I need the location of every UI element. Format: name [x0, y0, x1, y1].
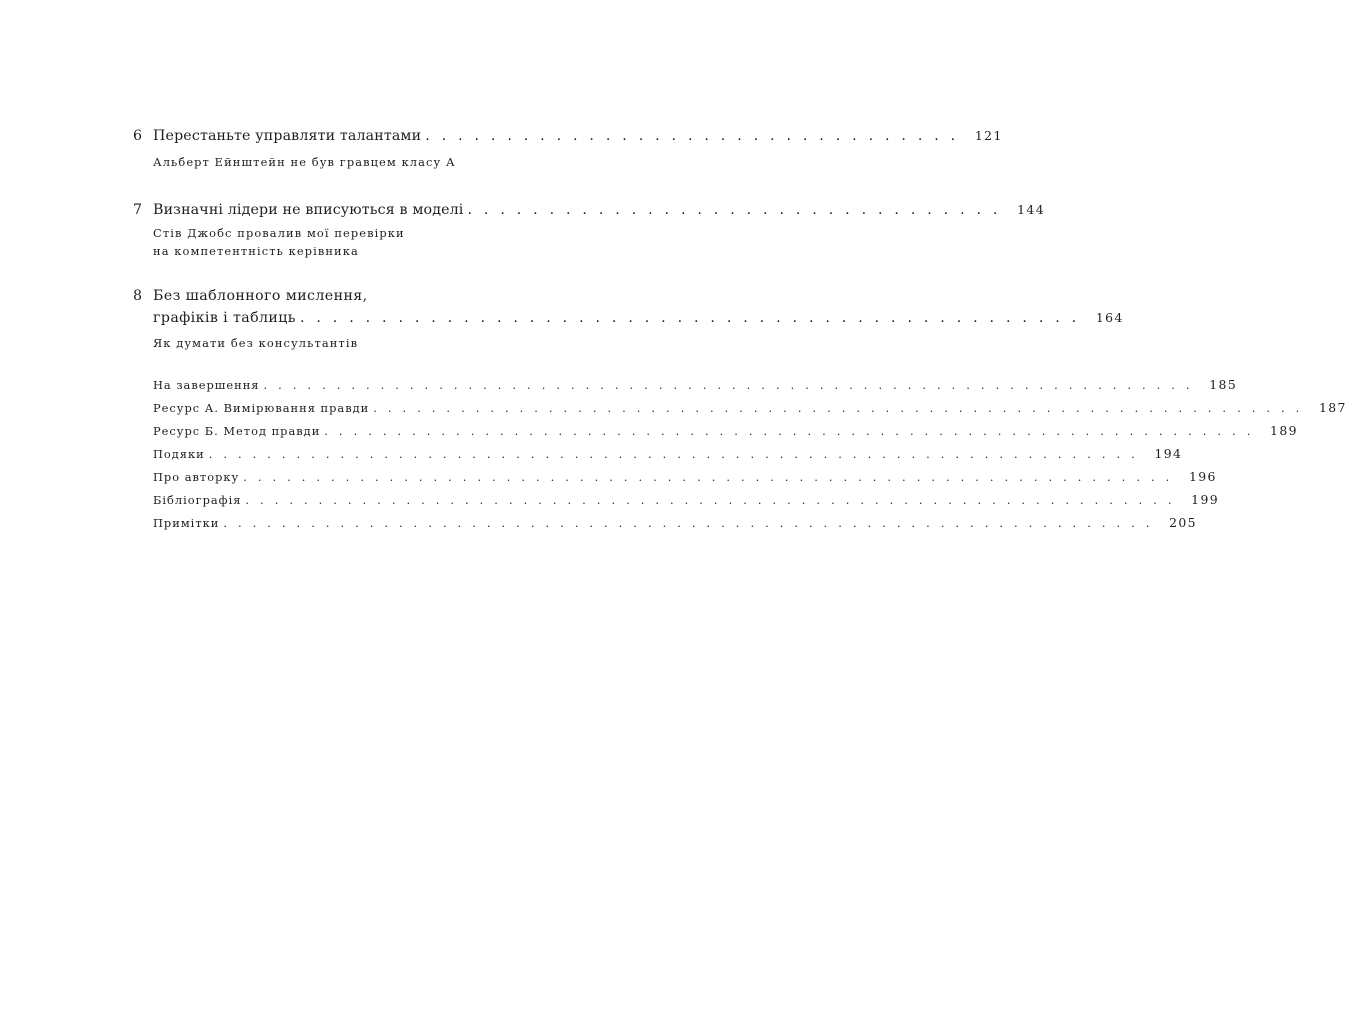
chapter-subtitle: Як думати без консультантів: [153, 336, 359, 350]
chapter-number: 6: [133, 128, 143, 144]
chapter-title: Визначні лідери не вписуються в моделі: [153, 202, 464, 218]
page-number: 189: [1270, 423, 1298, 438]
dot-leader: . . . . . . . . . . . . . . . . . . . . . . . . . . . . . . . . .: [425, 128, 959, 144]
entry-label: Бібліографія: [153, 493, 242, 507]
chapter-title-line: [133, 199, 1045, 221]
page-number: 187: [1318, 400, 1347, 415]
toc-chapter-7[interactable]: [133, 199, 1045, 260]
entry-label: Ресурс А. Вимірювання правди: [153, 401, 370, 415]
toc-entry-about-author[interactable]: [153, 465, 1217, 488]
chapter-title-line-2: [133, 307, 1124, 329]
chapter-title-row: [153, 199, 1045, 221]
toc-entry-conclusion[interactable]: [153, 373, 1238, 396]
dot-leader: . . . . . . . . . . . . . . . . . . . . . . . . . . . . . . . . . . . . . . . . . . . . . . . . . . . . . . . . . . . . . . . .: [208, 447, 1139, 461]
dot-leader: . . . . . . . . . . . . . . . . . . . . . . . . . . . . . . . . . . . . . . . . . . . . . . . .: [299, 310, 1080, 326]
page-number: 199: [1191, 492, 1220, 507]
chapter-title: Перестаньте управляти талантами: [153, 128, 422, 144]
chapter-number: 7: [133, 202, 143, 218]
dot-leader: . . . . . . . . . . . . . . . . . . . . . . . . . . . . . . . . . . . . . . . . . . . . . . . . . . . . . . . . . . . . . . . .: [263, 378, 1194, 392]
entry-label: Про авторку: [153, 470, 240, 484]
dot-leader: . . . . . . . . . . . . . . . . . . . . . . . . . . . . . . . . . . . . . . . . . . . . . . . . . . . . . . . . . . . . . . . .: [324, 424, 1255, 438]
toc-chapter-8[interactable]: [133, 285, 1124, 352]
entry-label: Примітки: [153, 516, 220, 530]
chapter-title-row: [153, 307, 1124, 329]
entry-label: Подяки: [153, 447, 205, 461]
toc-backmatter-list: [153, 373, 1347, 534]
dot-leader: . . . . . . . . . . . . . . . . . . . . . . . . . . . . . . . . . . . . . . . . . . . . . . . . . . . . . . . . . . . . . . . .: [223, 516, 1154, 530]
toc-entry-notes[interactable]: [153, 511, 1197, 534]
dot-leader: . . . . . . . . . . . . . . . . . . . . . . . . . . . . . . . . . . . . . . . . . . . . . . . . . . . . . . . . . . . . . . . .: [245, 493, 1176, 507]
page-number: 121: [974, 128, 1003, 143]
entry-label: На завершення: [153, 378, 260, 392]
chapter-number: 8: [133, 288, 143, 304]
chapter-subtitle-line-1: Стів Джобс провалив мої перевірки: [153, 226, 405, 240]
page-number: 144: [1017, 202, 1045, 217]
chapter-title-line: [133, 125, 1003, 147]
toc-entry-resource-b[interactable]: [153, 419, 1298, 442]
dot-leader: . . . . . . . . . . . . . . . . . . . . . . . . . . . . . . . . .: [467, 202, 1002, 218]
page-number: 164: [1095, 310, 1124, 325]
chapter-subtitle-line-2: на компетентність керівника: [153, 244, 359, 258]
chapter-subtitle: Альберт Ейнштейн не був гравцем класу А: [153, 155, 456, 169]
chapter-title-row: [153, 125, 1003, 147]
page-number: 185: [1209, 377, 1238, 392]
page-number: 194: [1154, 446, 1183, 461]
toc-entry-resource-a[interactable]: [153, 396, 1347, 419]
toc-entry-bibliography[interactable]: [153, 488, 1220, 511]
dot-leader: . . . . . . . . . . . . . . . . . . . . . . . . . . . . . . . . . . . . . . . . . . . . . . . . . . . . . . . . . . . . . . . .: [373, 401, 1303, 415]
page-number: 196: [1188, 469, 1217, 484]
chapter-title: Без шаблонного мислення,: [153, 288, 368, 304]
chapter-title-line-1: [133, 285, 573, 307]
chapter-title-cont: графіків і таблиць: [153, 310, 296, 326]
toc-chapter-6[interactable]: [133, 125, 1003, 171]
entry-label: Ресурс Б. Метод правди: [153, 424, 321, 438]
dot-leader: . . . . . . . . . . . . . . . . . . . . . . . . . . . . . . . . . . . . . . . . . . . . . . . . . . . . . . . . . . . . . . . .: [243, 470, 1173, 484]
page-number: 205: [1169, 515, 1197, 530]
toc-entry-acknowledgements[interactable]: [153, 442, 1183, 465]
